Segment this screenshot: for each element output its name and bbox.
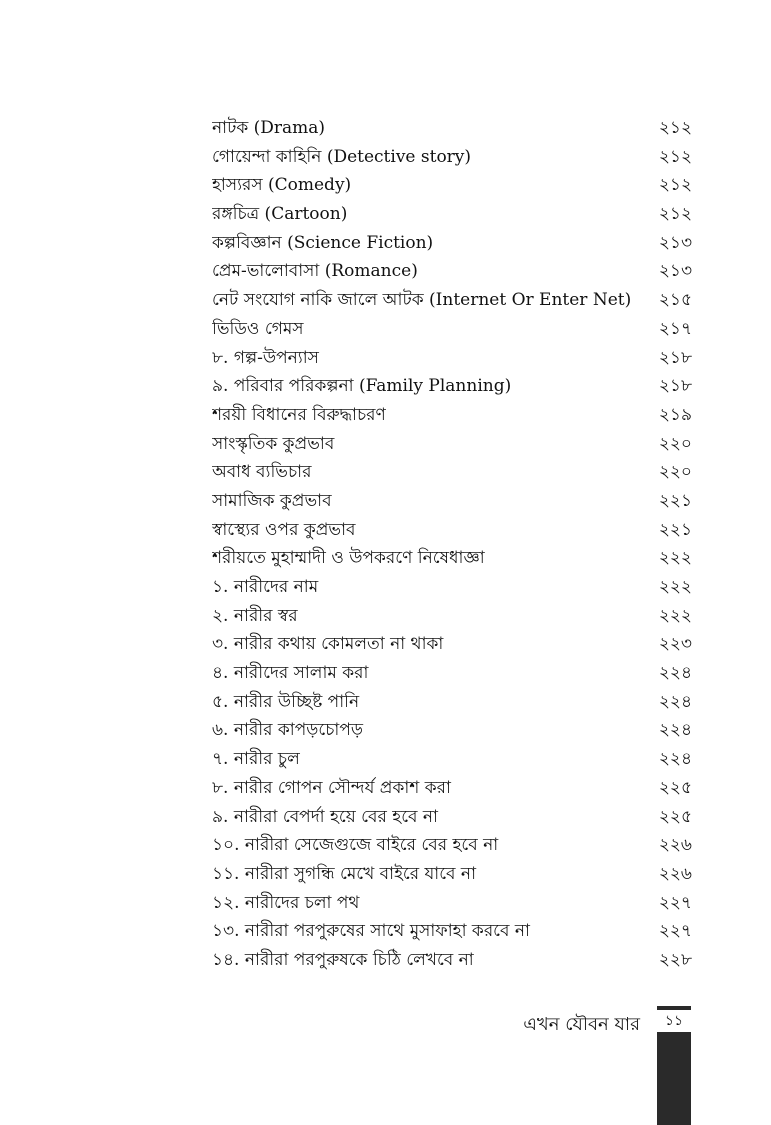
toc-entry-page-number: ২২০ (658, 462, 692, 483)
toc-entry-page-number: ২২০ (658, 433, 692, 454)
toc-entry-title: ভিডিও গেমস (212, 318, 304, 339)
toc-entry (212, 803, 692, 832)
toc-entry-page-number: ২২৫ (658, 777, 692, 798)
toc-entry-title: রঙ্গচিত্র (Cartoon) (212, 204, 348, 225)
toc-entry-page-number: ২২৪ (658, 663, 692, 684)
toc-entry (212, 745, 692, 774)
toc-entry-page-number: ২২৬ (658, 835, 692, 856)
toc-entry-title: সাংস্কৃতিক কুপ্রভাব (212, 433, 335, 454)
toc-entry-page-number: ২২১ (658, 519, 692, 540)
page-number: ১১ (657, 1010, 691, 1032)
toc-entry-title: ১০. নারীরা সেজেগুজে বাইরে বের হবে না (212, 835, 499, 856)
toc-entry-page-number: ২২৮ (658, 949, 692, 970)
toc-entry-page-number: ২২৪ (658, 720, 692, 741)
toc-entry-page-number: ২১৯ (658, 404, 692, 425)
toc-entry-title: ১৩. নারীরা পরপুরুষের সাথে মুসাফাহা করবে না (212, 921, 530, 942)
toc-entry-title: ১২. নারীদের চলা পথ (212, 892, 360, 913)
toc-entry (212, 716, 692, 745)
toc-entry (212, 286, 692, 315)
toc-entry (212, 430, 692, 459)
toc-entry-title: সামাজিক কুপ্রভাব (212, 490, 332, 511)
toc-entry (212, 114, 692, 143)
toc-entry (212, 516, 692, 545)
toc-entry-title: নেট সংযোগ নাকি জালে আটক (Internet Or Enter Net) (212, 290, 632, 311)
toc-entry-title: স্বাস্থ্যের ওপর কুপ্রভাব (212, 519, 356, 540)
toc-entry (212, 200, 692, 229)
toc-entry-title: কল্পবিজ্ঞান (Science Fiction) (212, 232, 434, 253)
toc-entry-page-number: ২১২ (658, 146, 692, 167)
toc-entry-page-number: ২১৫ (658, 290, 692, 311)
toc-entry-title: ৩. নারীর কথায় কোমলতা না থাকা (212, 634, 444, 655)
toc-entry (212, 774, 692, 803)
toc-entry (212, 889, 692, 918)
toc-entry-title: হাস্যরস (Comedy) (212, 175, 352, 196)
toc-entry-page-number: ২১২ (658, 204, 692, 225)
table-of-contents (212, 114, 692, 975)
toc-entry-title: ২. নারীর স্বর (212, 605, 298, 626)
toc-entry-page-number: ২২২ (658, 548, 692, 569)
toc-entry (212, 917, 692, 946)
toc-entry-title: ৮. নারীর গোপন সৌন্দর্য প্রকাশ করা (212, 777, 451, 798)
toc-entry (212, 573, 692, 602)
toc-entry-page-number: ২১৩ (658, 261, 692, 282)
toc-entry-page-number: ২২১ (658, 490, 692, 511)
toc-entry-page-number: ২২৩ (658, 634, 692, 655)
toc-entry (212, 831, 692, 860)
toc-entry-page-number: ২২৪ (658, 691, 692, 712)
toc-entry (212, 315, 692, 344)
toc-entry-title: ১১. নারীরা সুগন্ধি মেখে বাইরে যাবে না (212, 863, 476, 884)
toc-entry-page-number: ২১৮ (658, 376, 692, 397)
toc-entry (212, 602, 692, 631)
toc-entry (212, 401, 692, 430)
toc-entry (212, 688, 692, 717)
toc-entry-title: ৬. নারীর কাপড়চোপড় (212, 720, 364, 741)
running-footer-book-title: এখন যৌবন যার (523, 1014, 640, 1035)
toc-entry (212, 229, 692, 258)
toc-entry (212, 257, 692, 286)
toc-entry (212, 946, 692, 975)
toc-entry (212, 372, 692, 401)
toc-entry-title: ৮. গল্প-উপন্যাস (212, 347, 319, 368)
toc-entry-page-number: ২২৭ (658, 892, 692, 913)
toc-entry-page-number: ২২৪ (658, 749, 692, 770)
toc-entry-title: গোয়েন্দা কাহিনি (Detective story) (212, 146, 472, 167)
toc-entry-page-number: ২১২ (658, 118, 692, 138)
toc-entry-page-number: ২১৩ (658, 232, 692, 253)
toc-entry-title: ১. নারীদের নাম (212, 577, 319, 597)
toc-entry-title: শরীয়তে মুহাম্মাদী ও উপকরণে নিষেধাজ্ঞা (212, 548, 485, 569)
toc-entry-title: অবাধ ব্যভিচার (212, 462, 312, 483)
toc-entry-page-number: ২২২ (658, 577, 692, 597)
toc-entry-page-number: ২১৭ (658, 318, 692, 339)
page-edge-tab (657, 1006, 691, 1125)
toc-entry (212, 458, 692, 487)
toc-entry (212, 143, 692, 172)
toc-entry-title: ৭. নারীর চুল (212, 749, 300, 770)
toc-entry-title: ৫. নারীর উচ্ছিষ্ট পানি (212, 691, 360, 712)
toc-entry-title: ১৪. নারীরা পরপুরুষকে চিঠি লেখবে না (212, 949, 474, 970)
toc-entry-title: ৪. নারীদের সালাম করা (212, 663, 369, 684)
toc-entry (212, 171, 692, 200)
toc-entry-page-number: ২১২ (658, 175, 692, 196)
toc-entry-page-number: ২২২ (658, 605, 692, 626)
toc-entry-title: ৯. পরিবার পরিকল্পনা (Family Planning) (212, 376, 512, 397)
toc-entry (212, 630, 692, 659)
toc-entry-title: নাটক (Drama) (212, 118, 326, 138)
toc-entry-page-number: ২২৫ (658, 806, 692, 827)
toc-entry-page-number: ২২৭ (658, 921, 692, 942)
toc-entry (212, 344, 692, 373)
toc-entry-page-number: ২১৮ (658, 347, 692, 368)
toc-entry-title: শরয়ী বিধানের বিরুদ্ধাচরণ (212, 404, 386, 425)
toc-entry (212, 487, 692, 516)
toc-entry-title: প্রেম-ভালোবাসা (Romance) (212, 261, 418, 282)
toc-entry-title: ৯. নারীরা বেপর্দা হয়ে বের হবে না (212, 806, 438, 827)
toc-entry (212, 544, 692, 573)
toc-entry (212, 659, 692, 688)
toc-entry (212, 860, 692, 889)
toc-entry-page-number: ২২৬ (658, 863, 692, 884)
